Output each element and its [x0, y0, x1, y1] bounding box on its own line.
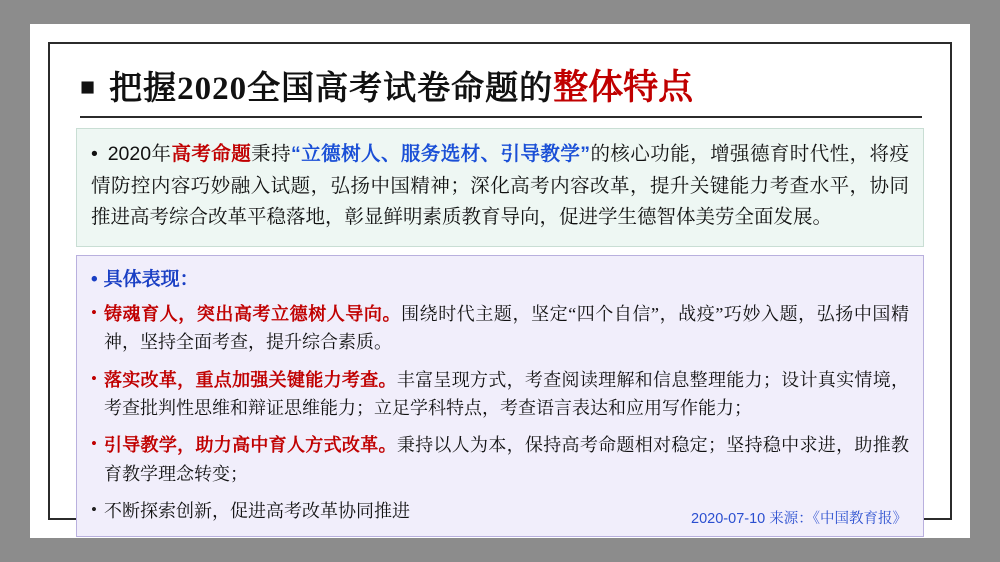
list-item	[91, 366, 909, 423]
square-bullet-icon: ■	[80, 74, 96, 101]
list-item-rest: 不断探索创新，促进高考改革协同推进	[103, 501, 410, 522]
summary-block	[76, 128, 924, 247]
bullet-icon: •	[91, 268, 98, 290]
list-item-text	[104, 366, 909, 423]
details-block	[76, 255, 924, 537]
list-item-lead: 落实改革，重点加强关键能力考查。	[103, 369, 397, 390]
title-main-text: 把握2020全国高考试卷命题的	[109, 71, 554, 107]
list-item-text	[104, 497, 410, 525]
title-divider	[80, 116, 922, 118]
list-item	[91, 431, 909, 488]
bullet-icon: •	[91, 434, 97, 454]
list-item-rest: 围绕时代主题，坚定“四个自信”，战疫”巧妙入题，弘扬中国精神，坚持全面考查，提升综合素质。	[103, 303, 910, 353]
summary-seg-3: 秉持	[251, 143, 292, 165]
details-heading	[91, 264, 909, 291]
list-item	[91, 300, 909, 357]
list-item-lead: 引导教学，助力高中育人方式改革。	[103, 435, 397, 456]
slide-content-frame	[48, 42, 952, 527]
summary-paragraph	[91, 139, 909, 234]
source-attribution: 2020-07-10 来源：《中国教育报》	[691, 510, 907, 527]
slide-canvas	[30, 24, 970, 538]
list-item-text	[104, 431, 909, 488]
bullet-icon: •	[91, 143, 98, 165]
list-item-rest: 丰富呈现方式，考查阅读理解和信息整理能力；设计真实情境，考查批判性思维和辩证思维能力；立足学科特点，考查语言表达和应用写作能力；	[103, 369, 910, 419]
list-item-lead: 铸魂育人，突出高考立德树人导向。	[103, 303, 402, 324]
bullet-icon: •	[91, 302, 97, 322]
list-item-text	[104, 300, 909, 357]
details-heading-label: 具体表现：	[103, 268, 199, 290]
summary-seg-1: 2020年	[107, 143, 172, 165]
summary-seg-2-highlight: 高考命题	[171, 143, 252, 165]
bullet-icon: •	[91, 368, 97, 388]
summary-seg-4-quote: “立德树人、服务选材、引导教学”	[291, 143, 591, 165]
title-accent-text: 整体特点	[553, 68, 694, 107]
list-item-rest: 秉持以人为本，保持高考命题相对稳定；坚持稳中求进，助推教育教学理念转变；	[103, 435, 910, 484]
bullet-icon: •	[91, 500, 97, 520]
summary-seg-5: 的核心功能，增强德育时代性，将疫情防控内容巧妙融入试题，弘扬中国精神；深化高考内容改革，提升关键能力考查水平，协同推进高考综合改革平稳落地，彰显鲜明素质教育导向，促进学生德智体美劳全面发展。	[91, 143, 909, 229]
page-title	[72, 60, 928, 110]
